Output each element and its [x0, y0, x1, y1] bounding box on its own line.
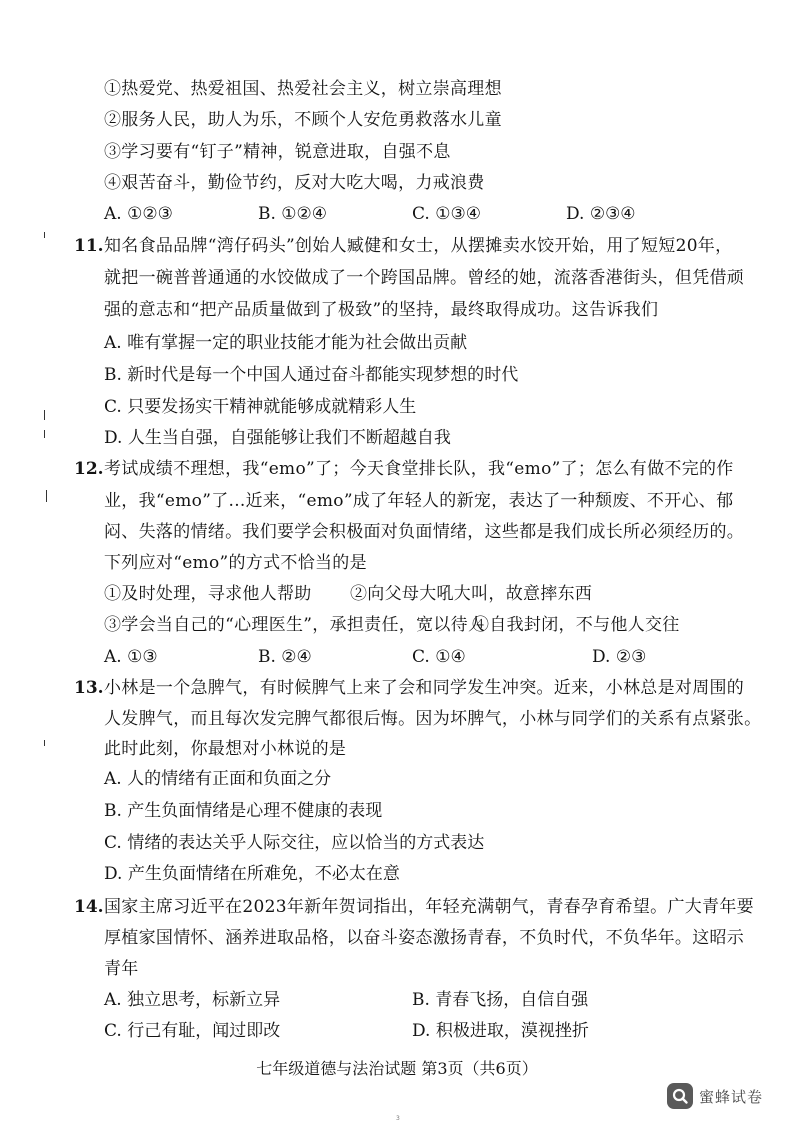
q14-stem-line: 青年 — [104, 959, 139, 979]
scan-speck — [44, 410, 45, 420]
q14-option-c: C. 行己有耻，闻过即改 — [104, 1021, 281, 1041]
q11-option-a: A. 唯有掌握一定的职业技能才能为社会做出贡献 — [104, 333, 468, 353]
q13-stem-line: 人发脾气，而且每次发完脾气都很后悔。因为坏脾气，小林与同学们的关系有点紧张。 — [104, 709, 762, 729]
q12-option-d: D. ②③ — [592, 647, 647, 667]
q13-option-c: C. 情绪的表达关乎人际交往，应以恰当的方式表达 — [104, 833, 485, 853]
q14-option-a: A. 独立思考，标新立异 — [104, 990, 281, 1010]
q12-stem-line: 考试成绩不理想，我“emo”了；今天食堂排长队，我“emo”了；怎么有做不完的作 — [104, 459, 734, 479]
q13-stem-line: 小林是一个急脾气，有时候脾气上来了会和同学发生冲突。近来，小林总是对周围的 — [104, 678, 745, 698]
q10-option-a: A. ①②③ — [104, 204, 173, 224]
q10-item-2: ②服务人民，助人为乐，不顾个人安危勇救落水儿童 — [104, 110, 502, 130]
q11-option-b: B. 新时代是每一个中国人通过奋斗都能实现梦想的时代 — [104, 365, 519, 385]
q10-option-d: D. ②③④ — [566, 204, 636, 224]
watermark — [667, 1080, 763, 1112]
q11-option-d: D. 人生当自强，自强能够让我们不断超越自我 — [104, 428, 451, 448]
tiny-mark: 3 — [396, 1115, 400, 1122]
q14-stem-line: 厚植家国情怀、涵养进取品格，以奋斗姿态激扬青春，不负时代，不负华年。这昭示 — [104, 928, 745, 948]
search-magnifier-logo-icon — [667, 1083, 693, 1109]
scan-speck — [44, 430, 45, 438]
q14-number: 14. — [74, 897, 104, 917]
q12-item-3: ③学会当自己的“心理医生”，承担责任，宽以待人 — [104, 615, 486, 635]
q10-option-b: B. ①②④ — [258, 204, 328, 224]
q10-item-3: ③学习要有“钉子”精神，锐意进取，自强不息 — [104, 142, 451, 162]
scan-speck — [44, 740, 45, 746]
q13-stem-line: 此时此刻，你最想对小林说的是 — [104, 739, 347, 759]
q10-option-c: C. ①③④ — [412, 204, 481, 224]
scan-speck — [46, 490, 47, 502]
q13-option-a: A. 人的情绪有正面和负面之分 — [104, 769, 332, 789]
q12-number: 12. — [74, 459, 104, 479]
q11-stem-line: 就把一碗普普通通的水饺做成了一个跨国品牌。曾经的她，流落香港街头，但凭借顽 — [104, 268, 745, 288]
q12-option-b: B. ②④ — [258, 647, 312, 667]
q12-item-4: ④自我封闭，不与他人交往 — [472, 615, 680, 635]
q10-item-1: ①热爱党、热爱祖国、热爱社会主义，树立崇高理想 — [104, 79, 502, 99]
page-footer: 七年级道德与法治试题 第3页（共6页） — [256, 1059, 538, 1078]
q12-stem-line: 闷、失落的情绪。我们要学会积极面对负面情绪，这些都是我们成长所必须经历的。 — [104, 522, 745, 542]
q14-option-d: D. 积极进取，漠视挫折 — [412, 1021, 589, 1041]
q12-item-1: ①及时处理，寻求他人帮助 — [104, 584, 312, 604]
q11-number: 11. — [74, 236, 104, 256]
q14-option-b: B. 青春飞扬，自信自强 — [412, 990, 589, 1010]
q13-number: 13. — [74, 678, 104, 698]
q11-option-c: C. 只要发扬实干精神就能够成就精彩人生 — [104, 397, 417, 417]
watermark-text: 蜜蜂试卷 — [699, 1087, 764, 1106]
q12-item-2: ②向父母大吼大叫，故意摔东西 — [350, 584, 593, 604]
q12-option-a: A. ①③ — [104, 647, 158, 667]
scan-speck — [44, 232, 45, 238]
q13-option-b: B. 产生负面情绪是心理不健康的表现 — [104, 801, 383, 821]
q11-stem-line: 知名食品品牌“湾仔码头”创始人臧健和女士，从摆摊卖水饺开始，用了短短20年， — [104, 236, 733, 256]
q14-stem-line: 国家主席习近平在2023年新年贺词指出，年轻充满朝气，青春孕育希望。广大青年要 — [104, 897, 754, 917]
q12-stem-line: 业，我“emo”了...近来，“emo”成了年轻人的新宠，表达了一种颓废、不开心、郁 — [104, 491, 734, 511]
q12-option-c: C. ①④ — [412, 647, 466, 667]
q12-stem-line: 下列应对“emo”的方式不恰当的是 — [104, 553, 367, 573]
q11-stem-line: 强的意志和“把产品质量做到了极致”的坚持，最终取得成功。这告诉我们 — [104, 300, 659, 320]
q10-item-4: ④艰苦奋斗，勤俭节约，反对大吃大喝，力戒浪费 — [104, 173, 485, 193]
q13-option-d: D. 产生负面情绪在所难免，不必太在意 — [104, 864, 400, 884]
